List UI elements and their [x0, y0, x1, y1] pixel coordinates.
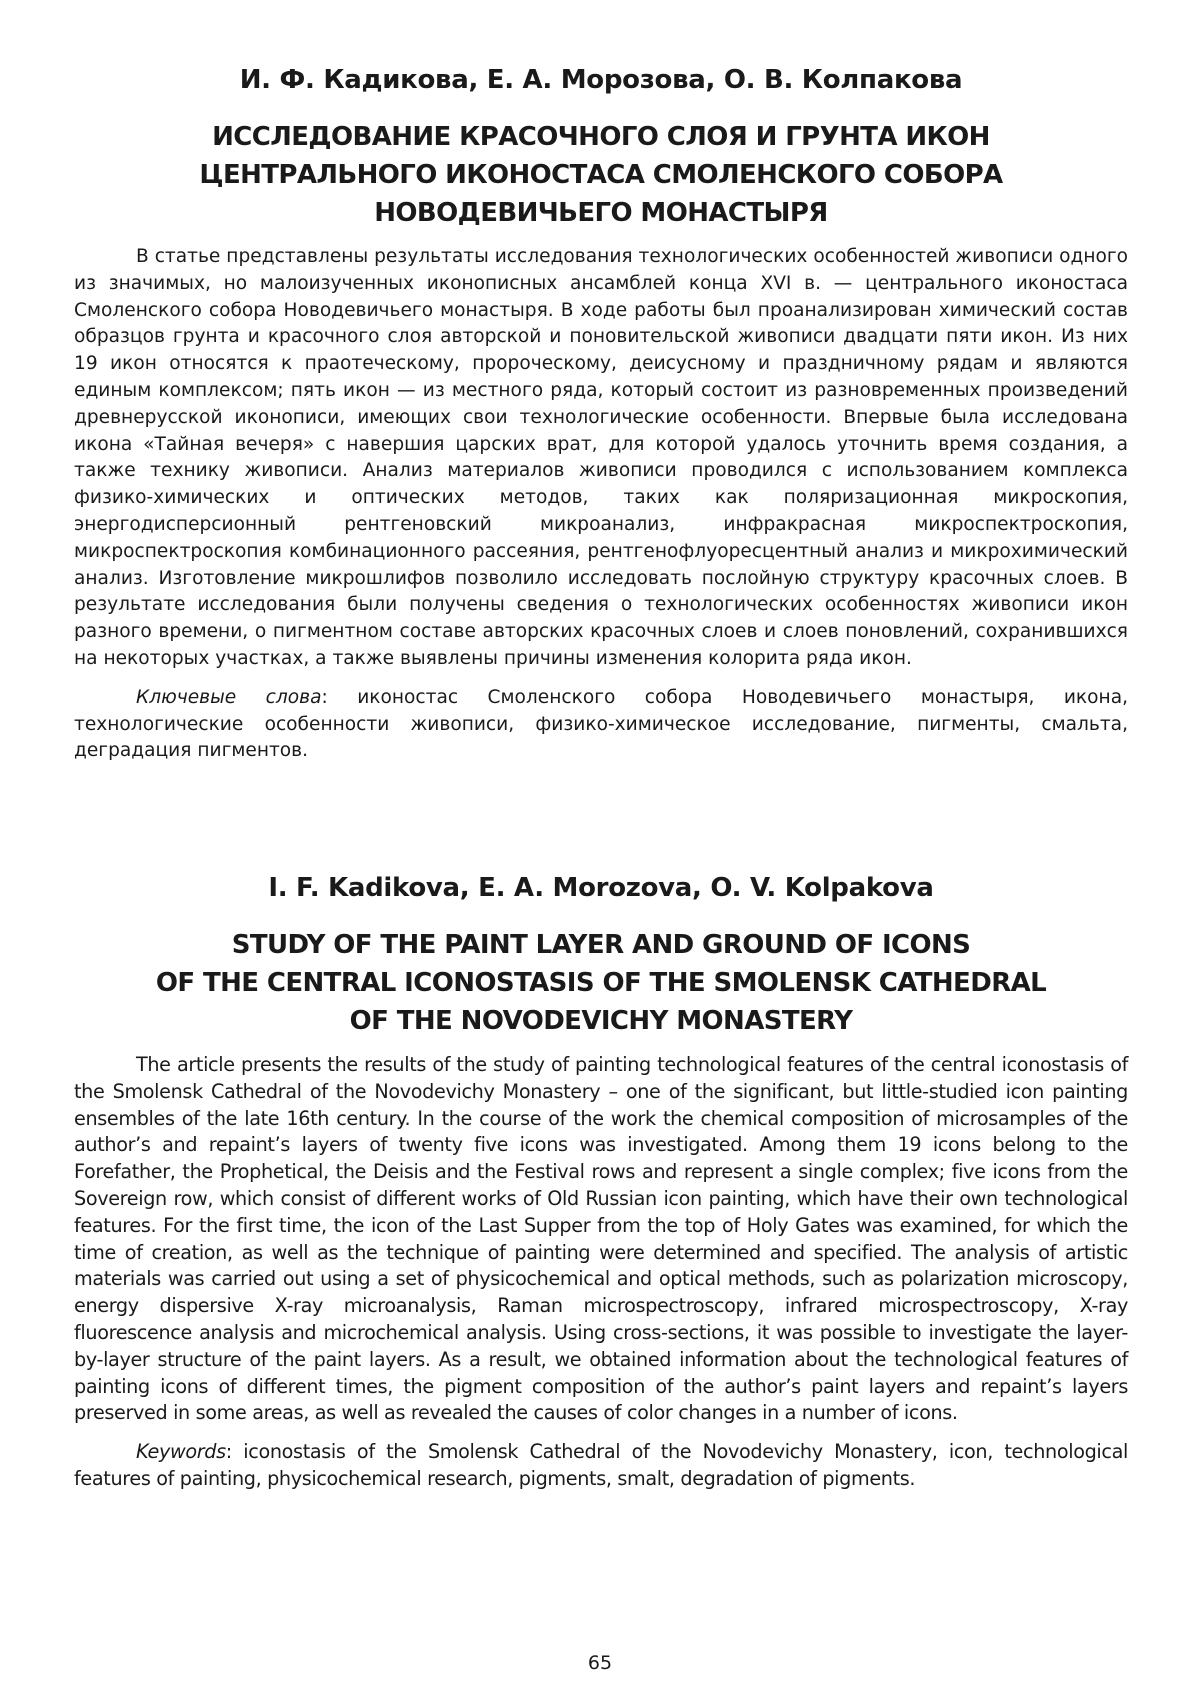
english-article-header — [74, 870, 1128, 1493]
title-line-en-1: STUDY OF THE PAINT LAYER AND GROUND OF ICONS — [231, 930, 971, 960]
page-number: 65 — [587, 1652, 613, 1674]
article-title-ru — [74, 118, 1128, 232]
authors-ru: И. Ф. Кадикова, Е. А. Морозова, О. В. Колпакова — [239, 65, 963, 95]
keywords-text-en: : iconostasis of the Smolensk Cathedral of the Novodevichy Monastery, icon, technological features of painting, physicochemical research, pigments, smalt, degradation of pigments. — [74, 1440, 1128, 1490]
authors-en: I. F. Kadikova, E. A. Morozova, O. V. Kolpakova — [268, 873, 934, 903]
title-line-en-3: OF THE NOVODEVICHY MONASTERY — [349, 1006, 853, 1036]
article-title-en — [74, 926, 1128, 1040]
title-line-ru-2: ЦЕНТРАЛЬНОГО ИКОНОСТАСА СМОЛЕНСКОГО СОБОРА — [199, 160, 1003, 190]
title-line-ru-1: ИССЛЕДОВАНИЕ КРАСОЧНОГО СЛОЯ И ГРУНТА ИКОН — [212, 122, 990, 152]
keywords-en — [74, 1439, 1128, 1493]
title-line-ru-3: НОВОДЕВИЧЬЕГО МОНАСТЫРЯ — [374, 198, 828, 228]
keywords-label-en: Keywords — [136, 1440, 226, 1464]
abstract-ru: В статье представлены результаты исследования технологических особенностей живописи одного из значимых, но малоизученных иконописных ансамблей конца XVI в. — центрального иконостаса Смоленского собора Новодевичьего монастыря. В ходе работы был проанализирован химический состав образцов грунта и красочного слоя авторской и поновительской живописи двадцати пяти икон. Из них 19 икон относятся к праотеческому, пророческому, деисусному и праздничному рядам и являются единым комплексом; пять икон — из местного ряда, который состоит из разновременных произведений древнерусской иконописи, имеющих свои технологические особенности. Впервые была исследована икона «Тайная вечеря» с навершия царских врат, для которой удалось уточнить время создания, а также технику живописи. Анализ материалов живописи проводился с использованием комплекса физико-химических и оптических методов, таких как поляризационная микроскопия, энергодисперсионный рентгеновский микроанализ, инфракрасная микроспектроскопия, микроспектроскопия комбинационного рассеяния, рентгенофлуоресцентный анализ и микрохимический анализ. Изготовление микрошлифов позволило исследовать послойную структуру красочных слоев. В результате исследования были получены сведения о технологических особенностях живописи икон разного времени, о пигментном составе авторских красочных слоев и слоев поновлений, сохранившихся на некоторых участках, а также выявлены причины изменения колорита ряда икон. — [74, 246, 1128, 669]
keywords-ru — [74, 685, 1128, 765]
keywords-text-ru: : иконостас Смоленского собора Новодевичьего монастыря, икона, технологические особенности живописи, физико-химическое исследование, пигменты, смальта, деградация пигментов. — [74, 686, 1128, 762]
keywords-label-ru: Ключевые слова — [136, 686, 322, 708]
title-line-en-2: OF THE CENTRAL ICONOSTASIS OF THE SMOLENSK CATHEDRAL — [155, 968, 1047, 998]
russian-article-header — [74, 62, 1128, 765]
abstract-en: The article presents the results of the study of painting technological features of the central iconostasis of the Smolensk Cathedral of the Novodevichy Monastery – one of the significant, but little-studied icon painting ensembles of the late 16th century. In the course of the work the chemical composition of microsamples of the author’s and repaint’s layers of twenty five icons was investigated. Among them 19 icons belong to the Forefather, the Prophetical, the Deisis and the Festival rows and represent a single complex; five icons from the Sovereign row, which consist of different works of Old Russian icon painting, which have their own technological features. For the first time, the icon of the Last Supper from the top of Holy Gates was examined, for which the time of creation, as well as the technique of painting were determined and specified. The analysis of artistic materials was carried out using a set of physicochemical and optical methods, such as polarization microscopy, energy dispersive X-ray microanalysis, Raman microspectroscopy, infrared microspectroscopy, X-ray fluorescence analysis and microchemical analysis. Using cross-sections, it was possible to investigate the layer-by-layer structure of the paint layers. As a result, we obtained information about the technological features of painting icons of different times, the pigment composition of the author’s paint layers and repaint’s layers preserved in some areas, as well as revealed the causes of color changes in a number of icons. — [74, 1053, 1128, 1425]
